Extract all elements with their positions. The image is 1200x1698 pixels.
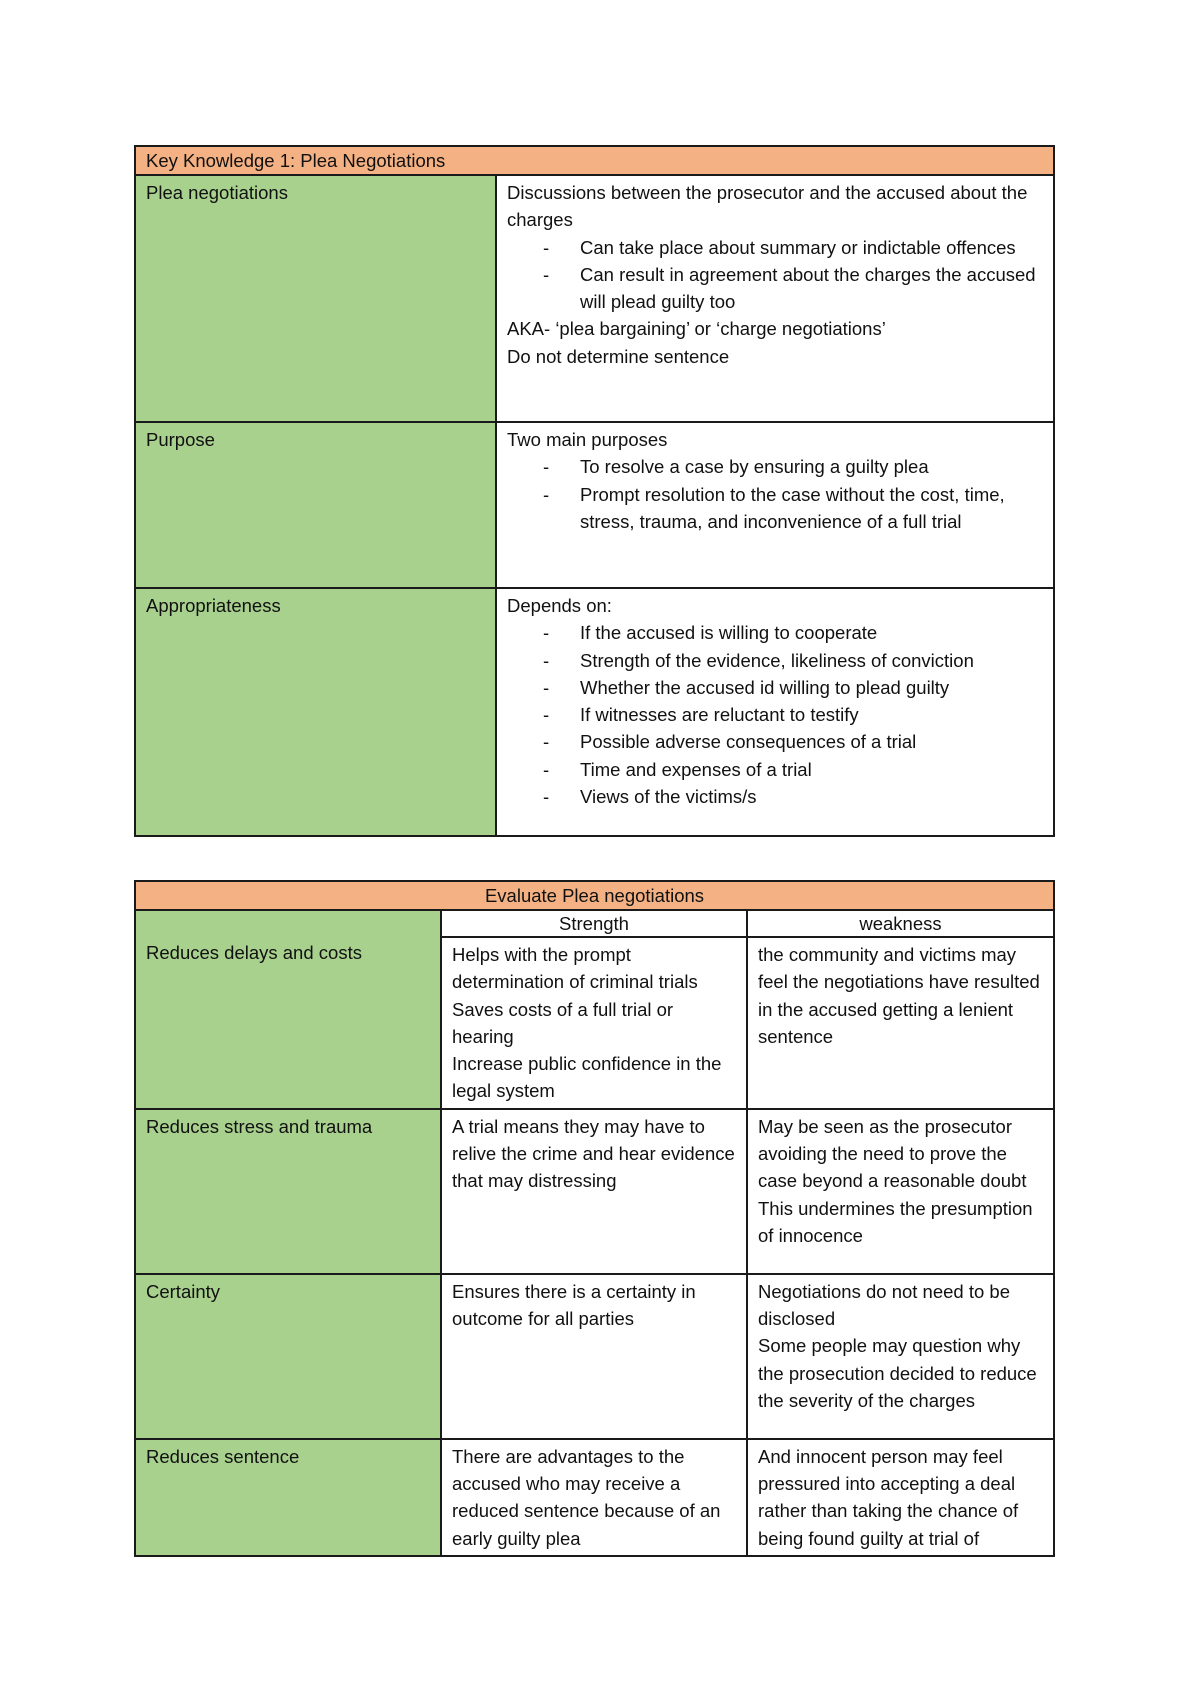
table-row: [135, 1274, 1054, 1439]
cell-line: This undermines the presumption of innocence: [758, 1197, 1033, 1246]
cell-line: May be seen as the prosecutor avoiding the need to prove the case beyond a reasonable doubt: [758, 1115, 1027, 1192]
row-label: Plea negotiations: [135, 175, 496, 422]
list-item: - Time and expenses of a trial: [580, 756, 1043, 783]
cell-line: A trial means they may have to relive the crime and hear evidence that may distressing: [452, 1115, 735, 1192]
weakness-cell: [747, 1439, 1054, 1556]
list-item: - Can result in agreement about the charges the accused will plead guilty too: [580, 261, 1043, 316]
row-note: AKA- ‘plea bargaining’ or ‘charge negotiations’: [507, 318, 886, 340]
row-label: Purpose: [135, 422, 496, 588]
cell-line: And innocent person may feel pressured into accepting a deal rather than taking the chance of being found guilty at trial of: [758, 1445, 1019, 1549]
list-item: - Whether the accused id willing to plead guilty: [580, 674, 1043, 701]
list-item: - Can take place about summary or indictable offences: [580, 234, 1043, 261]
cell-line: Ensures there is a certainty in outcome for all parties: [452, 1280, 696, 1330]
list-item: - To resolve a case by ensuring a guilty plea: [580, 453, 1043, 480]
weakness-cell: [747, 1109, 1054, 1274]
bullet-list: [507, 234, 1043, 316]
cell-line: the community and victims may feel the negotiations have resulted in the accused getting a lenient sentence: [758, 944, 1040, 1047]
row-intro: Depends on:: [507, 595, 612, 616]
list-item: - Strength of the evidence, likeliness of conviction: [580, 647, 1043, 674]
table-row: [135, 588, 1054, 836]
row-content: [496, 175, 1054, 422]
table-row: [135, 175, 1054, 422]
strength-cell: [441, 1439, 747, 1556]
table-title: Key Knowledge 1: Plea Negotiations: [135, 146, 1054, 175]
cell-line: Negotiations do not need to be disclosed: [758, 1280, 1010, 1330]
table-header-row: [135, 881, 1054, 910]
list-item: - Views of the victims/s: [580, 783, 1043, 810]
cell-line: Some people may question why the prosecution decided to reduce the severity of the charges: [758, 1335, 1037, 1411]
weakness-cell: [747, 937, 1054, 1109]
strength-cell: [441, 937, 747, 1109]
row-label: Appropriateness: [135, 588, 496, 836]
cell-line: Saves costs of a full trial or hearing: [452, 998, 674, 1047]
row-label: Reduces delays and costs: [135, 910, 441, 1109]
cell-line: There are advantages to the accused who may receive a reduced sentence because of an early guilty plea: [452, 1445, 721, 1549]
weakness-cell: [747, 1274, 1054, 1439]
row-content: [496, 588, 1054, 836]
row-content: [496, 422, 1054, 588]
row-intro: Two main purposes: [507, 429, 668, 450]
table-title: Evaluate Plea negotiations: [135, 881, 1054, 910]
table-header-row: [135, 146, 1054, 175]
row-label: Certainty: [135, 1274, 441, 1439]
row-note: Do not determine sentence: [507, 345, 730, 367]
list-item: - If witnesses are reluctant to testify: [580, 701, 1043, 728]
strength-cell: [441, 1274, 747, 1439]
list-item: - Possible adverse consequences of a trial: [580, 728, 1043, 755]
table-row: [135, 422, 1054, 588]
strength-cell: [441, 1109, 747, 1274]
row-intro: Discussions between the prosecutor and the accused about the charges: [507, 182, 1028, 231]
row-label: Reduces stress and trauma: [135, 1109, 441, 1274]
bullet-list: [507, 453, 1043, 535]
evaluation-table: [134, 880, 1055, 1557]
bullet-list: [507, 619, 1043, 810]
table-row: [135, 1109, 1054, 1274]
column-header-strength: Strength: [441, 910, 747, 937]
row-label: Reduces sentence: [135, 1439, 441, 1556]
list-item: - Prompt resolution to the case without the cost, time, stress, trauma, and inconvenience of a full trial: [580, 481, 1043, 536]
list-item: - If the accused is willing to cooperate: [580, 619, 1043, 646]
key-knowledge-table: [134, 145, 1055, 837]
cell-line: Increase public confidence in the legal system: [452, 1053, 722, 1102]
table-row: [135, 1439, 1054, 1556]
cell-line: Helps with the prompt determination of criminal trials: [452, 944, 698, 993]
column-header-weakness: weakness: [747, 910, 1054, 937]
column-header-row: [135, 910, 1054, 937]
